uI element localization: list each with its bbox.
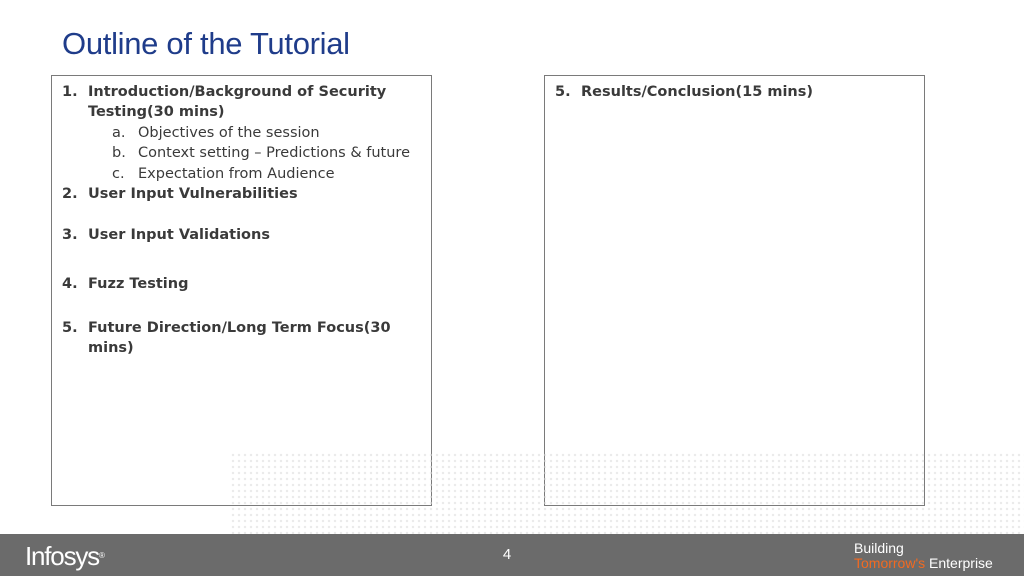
outline-item-number: 5. xyxy=(62,320,78,336)
outline-item-5 xyxy=(62,318,425,358)
outline-item-1 xyxy=(62,82,425,122)
outline-item-text-line2: Testing(30 mins) xyxy=(88,104,225,120)
outline-item-results xyxy=(555,82,918,102)
outline-item-text-line1: Introduction/Background of Security xyxy=(88,84,387,100)
subitem-text: Context setting – Predictions & future xyxy=(138,145,410,161)
outline-item-text: Results/Conclusion(15 mins) xyxy=(581,84,813,100)
subitem-letter: a. xyxy=(112,125,126,141)
tagline xyxy=(854,541,993,571)
outline-item-number: 2. xyxy=(62,186,78,202)
outline-item-text: User Input Validations xyxy=(88,227,270,243)
tagline-line1: Building xyxy=(854,540,904,556)
outline-item-text-line2: mins) xyxy=(88,340,134,356)
outline-item-number: 3. xyxy=(62,227,78,243)
outline-item-3 xyxy=(62,225,425,245)
outline-item-text: User Input Vulnerabilities xyxy=(88,186,298,202)
registered-mark: ® xyxy=(98,551,105,560)
subitem-text: Expectation from Audience xyxy=(138,166,335,182)
outline-item-text: Fuzz Testing xyxy=(88,276,189,292)
outline-subitem-c xyxy=(112,164,427,184)
right-outline-box xyxy=(544,75,925,506)
outline-subitem-a xyxy=(112,123,427,143)
tagline-line2 xyxy=(854,556,993,571)
subitem-letter: c. xyxy=(112,166,125,182)
left-outline-box xyxy=(51,75,432,506)
subitem-letter: b. xyxy=(112,145,126,161)
outline-item-text-line1: Future Direction/Long Term Focus(30 xyxy=(88,320,391,336)
decorative-dot-pattern xyxy=(230,452,1024,534)
tagline-highlight: Tomorrow's xyxy=(854,555,926,571)
infosys-logo xyxy=(25,541,105,571)
page-number: 4 xyxy=(502,546,512,563)
outline-item-number: 1. xyxy=(62,84,78,100)
outline-item-number: 4. xyxy=(62,276,78,292)
outline-item-4 xyxy=(62,274,425,294)
tagline-rest: Enterprise xyxy=(925,555,993,571)
outline-subitem-b xyxy=(112,143,427,163)
subitem-text: Objectives of the session xyxy=(138,125,320,141)
outline-item-number: 5. xyxy=(555,84,571,100)
logo-text: Infosys xyxy=(25,541,99,571)
outline-item-2 xyxy=(62,184,425,204)
slide-title: Outline of the Tutorial xyxy=(62,26,350,61)
